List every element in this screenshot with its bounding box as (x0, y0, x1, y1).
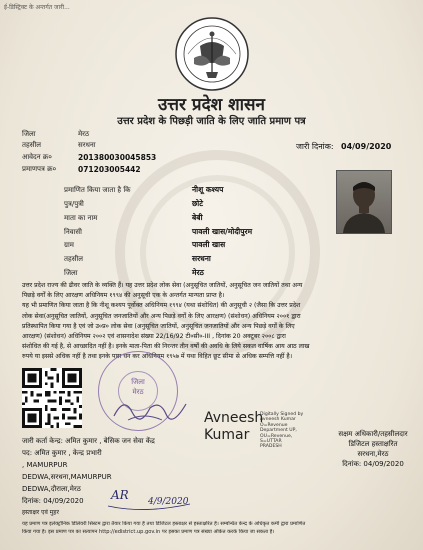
officer-digital-sign: डिजिटल हस्ताक्षरित (348, 440, 398, 448)
mother-value: बेबी (192, 213, 203, 222)
application-number-value: 201380030045853 (78, 153, 157, 162)
body-line: संशोधित की गई है, से आच्छादित नहीं है। इनके माता-पिता की निरन्तर तीन वर्षों की अवधि के लिये सकल वार्षिक आय आठ लाख (22, 343, 310, 351)
top-note: ई-डिस्ट्रिक्ट के अन्तर्गत जारी... (4, 4, 70, 11)
body-line: रुपये या इससे अधिक नहीं है तथा इनके पास धन कर अधिनियम १९५७ में यथा विहित छूट सीमा से अधिक सम्पत्ति नहीं है। (22, 353, 293, 361)
footer-line1: यह प्रमाण पत्र इलेक्ट्रॉनिक डिलिवरी सिस्टम द्वारा तैयार किया गया है तथा डिजिटल हस्ताक्षर से हस्ताक्षरित है। सम्बन्धित केन्द्र के अधिकृत कर्मी द्वारा प्रमाणित (22, 521, 306, 527)
footer-note (22, 521, 414, 536)
handwritten-mark-icon (104, 484, 194, 514)
meta-tehsil-value: सरधना (78, 141, 96, 149)
village-label: ग्राम (64, 241, 74, 249)
body-line: आरक्षण) (संशोधन) अधिनियम २००२ एवं शासनादेश संख्या 22/16/92 टी०सी०-III , दिनांक 20 अक्टूबर २००८ द्वारा (22, 333, 286, 341)
village-value: पावली खास (192, 240, 226, 249)
certificate-body (22, 281, 406, 363)
handwritten-initials: AR (111, 488, 129, 502)
document-subtitle: उत्तर प्रदेश के पिछड़ी जाति के लिए जाति प्रमाण पत्र (117, 116, 306, 127)
mother-label: माता का नाम (64, 214, 98, 222)
officer-location: सरधना,मेरठ (357, 450, 389, 458)
application-number-label: आवेदन क्र० (22, 153, 52, 161)
signature-scribble-icon (110, 392, 190, 426)
digital-signature-info (260, 412, 324, 450)
qr-code (22, 368, 82, 428)
details-district-value: मेरठ (192, 268, 204, 277)
meta-tehsil-label: तहसील (22, 141, 41, 149)
signature-info-line: S=UTTAR (260, 439, 282, 445)
issuer-address-line1: , MAMURPUR (22, 461, 68, 469)
body-line: लोक सेवा(अनुसूचित जातियों, अनुसूचित जनजातियों और अन्य पिछड़े वर्गों के लिए आरक्षण) (संशोधन) अधिनियम २००१ द्वारा (22, 312, 301, 320)
issuer-center-value: अमित कुमार , बेसिक जन सेवा केंद्र (65, 437, 155, 445)
signer-first-name: Avneesh (204, 410, 264, 426)
handwritten-date: 4/9/2020 (148, 497, 189, 507)
person-name: नीशू कश्यप (192, 185, 224, 194)
relation-value: छोटे (192, 199, 203, 208)
document-title: उत्तर प्रदेश शासन (157, 95, 265, 115)
up-emblem-icon (174, 16, 250, 92)
body-line: यह भी प्रमाणित किया जाता है कि नीशू कश्यप पूर्वोक्त अधिनियम १९९४ (यथा संशोधित) की अनुसूची २ (जैसा कि उत्तर प्रदेश (22, 302, 301, 310)
signature-info-line: Avneesh Kumar (260, 417, 296, 423)
body-line: पिछड़े वर्गों के लिए आरक्षण अधिनियम १९९४ की अनुसूची एक के अन्तर्गत मान्यता प्राप्त है। (22, 292, 225, 300)
issuer-date-value: 04/09/2020 (43, 497, 84, 505)
body-line: उत्तर प्रदेश राज्य की ढीवर जाति के व्यक्ति हैं। यह उत्तर प्रदेश लोक सेवा (अनुसूचित जातियों, अनुसूचित जन जातियों तथा अन्य (22, 282, 303, 289)
stamp-line1: जिला (131, 378, 145, 386)
resident-label: निवासी (64, 228, 82, 236)
signer-last-name: Kumar (204, 427, 250, 443)
issuer-post-label: पद: (22, 449, 33, 457)
footer-line2: किया गया है। इस प्रमाण पत्र का सत्यापन http://edistrict.up.gov.in पर इसका प्रमाण पत्र संख्या अंकित करके किया जा सकता है। (22, 528, 275, 535)
stamp-line2: मेरठ (132, 388, 144, 396)
certify-label: प्रमाणित किया जाता है कि (64, 186, 131, 194)
certificate-number-label: प्रमाणपत्र क्र० (22, 165, 57, 173)
applicant-photo (336, 170, 392, 234)
details-district-label: जिला (64, 269, 78, 277)
relation-label: पुत्र/पुत्री (64, 200, 84, 208)
body-line: प्रतिस्थापित किया गया है एवं जो उ०प्र० लोक सेवा (अनुसूचित जातियों, अनुसूचित जनजातियों और अन्य पिछड़े वर्गों के लिए (22, 322, 295, 330)
issuer-sign-label: हस्ताक्षर एवं मुहर (22, 509, 59, 516)
details-tehsil-label: तहसील (64, 255, 83, 263)
officer-date-label: दिनांक: (342, 460, 362, 468)
meta-district-label: जिला (22, 130, 36, 138)
issue-date-value: 04/09/2020 (341, 142, 392, 151)
signature-info-line: O=Revenue (260, 422, 288, 428)
issuer-address-line3: DEDWA,दौराला,मेरठ (22, 485, 81, 493)
issuer-post (22, 450, 102, 457)
issuer-date (22, 498, 84, 505)
signature-info-line: Digitally Signed by (260, 412, 304, 417)
issuer-center-label: जारी कर्ता केन्द्र: (22, 437, 63, 445)
officer-date-value: 04/09/2020 (363, 460, 404, 468)
meta-district-value: मेरठ (78, 130, 90, 138)
issuer-address-line2: DEDWA,सरधना,MAMURPUR (22, 473, 112, 481)
certificate-number-value: 071203005442 (78, 165, 141, 174)
issue-date-label: जारी दिनांक: (296, 142, 334, 151)
officer-block (318, 429, 423, 469)
issuer-post-value: अमित कुमार , केन्द्र प्रभारी (34, 449, 102, 457)
officer-designation: सक्षम अधिकारी/तहसीलदार (338, 430, 408, 438)
signature-info-line: PRADESH (260, 444, 282, 450)
issuer-center (22, 438, 155, 445)
details-tehsil-value: सरधना (192, 254, 211, 263)
resident-value: पावली खास/मोदीपुरम (192, 227, 253, 236)
issuer-date-label: दिनांक: (22, 497, 41, 505)
signature-info-line: OU=Revenue, (260, 433, 293, 439)
signature-info-line: Department UP, (260, 428, 297, 434)
